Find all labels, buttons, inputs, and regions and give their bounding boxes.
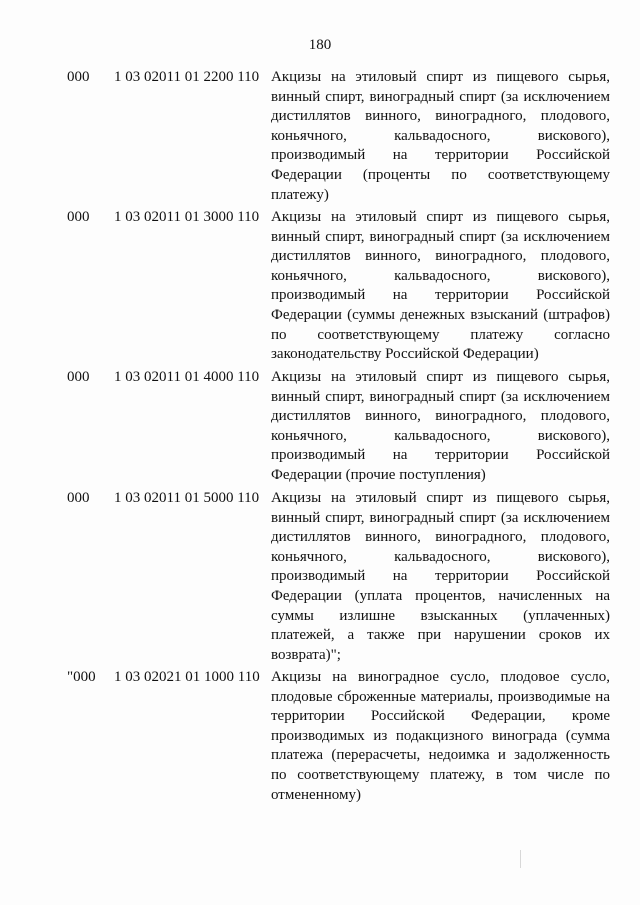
scan-artifact [520,850,521,868]
income-description: Акцизы на этиловый спирт из пищевого сырья, винный спирт, виноградный спирт (за исключением дистиллятов винного, виноградного, плодового, коньячного, кальвадосного, вискового), производимый на территории Российской Федерации (суммы денежных взысканий (штрафов) по соответствующему платежу согласно законодательству Российской Федерации) [271,209,610,363]
classification-code: 1 03 02011 01 5000 110 [114,490,260,506]
income-description: Акцизы на виноградное сусло, плодовое сусло, плодовые сброженные материалы, производимые на территории Российской Федерации, кроме производимых из подакцизного винограда (сумма платежа (перерасчеты, недоимка и задолженность по соответствующему платежу, в том числе по отмененному) [271,669,610,803]
classification-code: 1 03 02011 01 3000 110 [114,209,260,225]
income-description: Акцизы на этиловый спирт из пищевого сырья, винный спирт, виноградный спирт (за исключением дистиллятов винного, виноградного, плодового, коньячного, кальвадосного, вискового), производимый на территории Российской Федерации (прочие поступления) [271,369,610,483]
administrator-code: "000 [67,669,96,685]
income-description: Акцизы на этиловый спирт из пищевого сырья, винный спирт, виноградный спирт (за исключением дистиллятов винного, виноградного, плодового, коньячного, кальвадосного, вискового), производимый на территории Российской Федерации (уплата процентов, начисленных на суммы излишне взысканных (уплаченных) платежей, а также при нарушении сроков их возврата)"; [271,490,610,663]
classification-code: 1 03 02021 01 1000 110 [114,669,260,685]
administrator-code: 000 [67,209,90,225]
classification-code: 1 03 02011 01 4000 110 [114,369,260,385]
administrator-code: 000 [67,369,90,385]
page-number: 180 [308,37,332,53]
classification-code: 1 03 02011 01 2200 110 [114,69,260,85]
administrator-code: 000 [67,69,90,85]
income-description: Акцизы на этиловый спирт из пищевого сырья, винный спирт, виноградный спирт (за исключением дистиллятов винного, виноградного, плодового, коньячного, кальвадосного, вискового), производимый на территории Российской Федерации (проценты по соответствующему платежу) [271,69,610,203]
administrator-code: 000 [67,490,90,506]
